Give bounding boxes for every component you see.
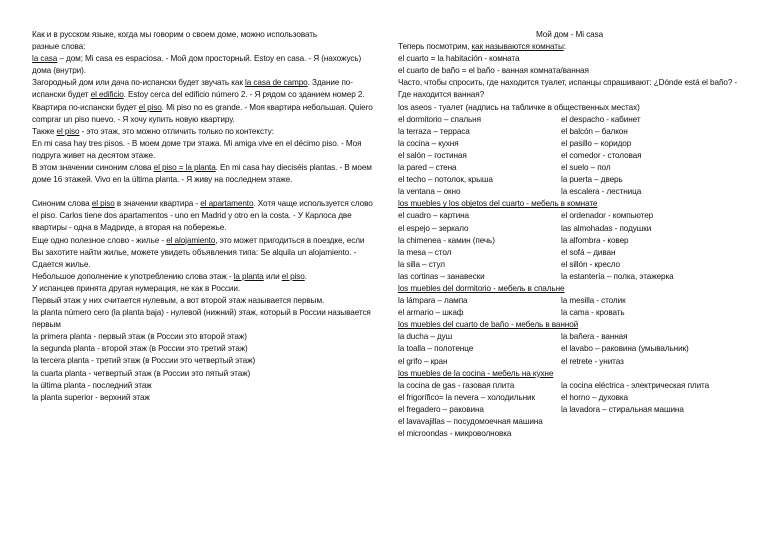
vocab-cell: el dormitorio – спальня	[398, 114, 481, 124]
vocab-cell: la ducha – душ	[398, 332, 453, 342]
alojamiento-paragraph	[32, 235, 377, 271]
vocab-cell: la ventana – окно	[398, 187, 461, 197]
vocab-row	[398, 138, 741, 150]
floor-line: У испанцев принята другая нумерация, не как в России.	[32, 283, 240, 293]
vocab-cell: el salón – гостиная	[398, 150, 467, 160]
vocab-cell: la cama - кровать	[561, 308, 625, 318]
apartamento-paragraph	[32, 198, 377, 234]
floor-line: la tercera planta - третий этаж (в России это четвертый этаж)	[32, 356, 256, 366]
apartamento-text: . Хотя чаще используется слово el piso. Carlos tiene dos apartamentos - uno en Madrid y otro en la costa. - У Карлоса две квартиры - одна в Мадриде, а вторая на побережье.	[32, 199, 373, 233]
section-heading: los muebles y los objetos del cuarto - мебель в комнате	[398, 199, 598, 209]
vocab-cell: el balcón – балкон	[561, 126, 628, 136]
vocab-row	[398, 186, 741, 198]
vocab-row	[398, 235, 741, 247]
addition-text: или	[263, 271, 282, 281]
bathroom-question: Часто, чтобы спросить, где находится туалет, испанцы спрашивают: ¿Dónde está el baño? - Где находится ванная?	[398, 78, 738, 100]
bedroom-furniture-table	[398, 295, 741, 319]
vocab-row	[398, 392, 741, 404]
floor-line: la última planta - последний этаж	[32, 380, 152, 390]
casa-paragraph	[32, 53, 377, 77]
vocab-cell: la mesilla - столик	[561, 296, 626, 306]
vocab-row	[398, 247, 741, 259]
vocab-cell: la lámpara – лампа	[398, 296, 468, 306]
vocab-line: el lavavajillas – посудомоечная машина	[398, 417, 543, 426]
term-piso-floor: el piso	[56, 126, 80, 136]
vocab-row	[398, 331, 741, 343]
page-title: Мой дом - Mi casa	[535, 30, 604, 39]
addition-paragraph	[32, 271, 377, 283]
vocab-row	[398, 223, 741, 235]
vocab-row	[398, 259, 741, 271]
term-casa-de-campo: la casa de campo	[245, 78, 308, 88]
vocab-cell: la mesa – стол	[398, 247, 452, 257]
vocab-cell: el armario – шкаф	[398, 308, 464, 318]
floor-line: la planta número cero (la planta baja) - нулевой (нижний) этаж, который в России называется первым	[32, 308, 371, 330]
vocab-cell: el comedor - столовая	[561, 150, 642, 160]
term-piso-planta: el piso = la planta	[153, 163, 216, 173]
addition-text: .	[304, 271, 307, 281]
piso-floor-paragraph	[32, 126, 377, 138]
vocab-cell: el lavabo – раковина (умывальник)	[561, 344, 689, 354]
vocab-row	[398, 271, 741, 283]
term-apartamento: el apartamento	[200, 199, 254, 209]
apartamento-text: в значении квартира -	[114, 199, 201, 209]
vocab-row	[398, 343, 741, 355]
pisos-example: En mi casa hay tres pisos. - В моем доме три этажа. Mi amiga vive en el décimo piso. - Моя подруга живет на десятом этаже.	[32, 138, 362, 160]
rooms-intro-text: Теперь посмотрим,	[398, 42, 472, 52]
campo-text: Загородный дом или дача по-испански будет звучать как	[32, 78, 246, 88]
floor-line: la cuarta planta - четвертый этаж (в России это пятый этаж)	[32, 368, 251, 378]
vocab-cell: el grifo – кран	[398, 356, 448, 366]
term-el-piso: el piso	[281, 271, 305, 281]
campo-text: . Здание по-испански будет	[32, 78, 353, 100]
campo-text: . Estoy cerca del edificio número 2. - Я рядом со зданием номер 2.	[123, 90, 365, 100]
vocab-line: el microondas - микроволновка	[398, 429, 512, 439]
planta-paragraph	[32, 162, 377, 186]
term-alojamiento: el alojamiento	[166, 235, 216, 245]
term-la-casa: la casa	[32, 54, 58, 64]
vocab-row	[398, 126, 741, 138]
aseos-line: los aseos - туалет (надпись на табличке в общественных местах)	[398, 102, 640, 112]
bathroom-furniture-table	[398, 331, 741, 367]
vocab-cell: la toalla – полотенце	[398, 344, 474, 354]
vocab-cell: la lavadora – стиральная машина	[561, 404, 684, 414]
piso-floor-text: - это этаж, это можно отличить только по контексту:	[79, 126, 274, 136]
vocab-row	[398, 174, 741, 186]
vocab-cell: el pasillo – коридор	[561, 138, 632, 148]
alojamiento-text: Еще одно полезное слово - жилье -	[32, 235, 167, 245]
rooms-table	[398, 114, 741, 199]
vocab-cell: el retrete - унитаз	[561, 356, 624, 366]
piso-paragraph	[32, 102, 377, 126]
spacer	[32, 186, 377, 198]
vocab-row	[398, 114, 741, 126]
section-heading: los muebles de la cocina - мебель на кухне	[398, 368, 554, 378]
vocab-cell: el despacho - кабинет	[561, 114, 641, 124]
vocab-cell: la pared – стена	[398, 163, 457, 173]
vocab-cell: la estantería – полка, этажерка	[561, 271, 674, 281]
piso-text: . Mi piso no es grande. - Моя квартира небольшая. Quiero comprar un piso nuevo. - Я хочу купить новую квартиру.	[32, 102, 373, 124]
vocab-cell: el techo – потолок, крыша	[398, 175, 493, 185]
vocab-cell: el frigorífico= la nevera – холодильник	[398, 392, 535, 402]
kitchen-furniture-table	[398, 380, 741, 416]
intro-paragraph	[32, 29, 377, 53]
right-column	[398, 29, 741, 440]
piso-floor-text: Также	[32, 126, 57, 136]
planta-text: В этом значении синоним слова	[32, 163, 154, 173]
vocab-row	[398, 162, 741, 174]
vocab-row	[398, 404, 741, 416]
alojamiento-text: , это может пригодиться в поездке, если Вы захотите найти жилье, можете увидеть объявления типа: Se alquila un alojamiento. - Сдается жилье.	[32, 235, 365, 269]
intro-line: разные слова:	[32, 42, 86, 52]
campo-paragraph	[32, 77, 377, 101]
floor-numbering-list	[32, 283, 377, 404]
vocab-cell: el cuadro – картина	[398, 211, 469, 221]
floor-line: la segunda planta - второй этаж (в России это третий этаж)	[32, 344, 248, 354]
term-planta: la planta	[233, 271, 264, 281]
floor-line: la planta superior - верхний этаж	[32, 392, 150, 402]
section-heading: los muebles del cuarto de baño - мебель в ванной	[398, 320, 579, 330]
left-column	[32, 29, 377, 404]
vocab-cell: las cortinas – занавески	[398, 271, 485, 281]
term-piso: el piso	[138, 102, 162, 112]
vocab-cell: la puerta – дверь	[561, 175, 623, 185]
vocab-cell: el suelo – пол	[561, 163, 611, 173]
vocab-line: el cuarto = la habitación - комната	[398, 54, 520, 64]
vocab-row	[398, 307, 741, 319]
vocab-cell: la alfombra - ковер	[561, 235, 629, 245]
vocab-row	[398, 295, 741, 307]
vocab-cell: el horno – духовка	[561, 392, 628, 402]
vocab-cell: la cocina eléctrica - электрическая плита	[561, 380, 710, 390]
general-furniture-table	[398, 210, 741, 283]
floor-line: la primera planta - первый этаж (в России это второй этаж)	[32, 332, 247, 342]
section-heading: los muebles del dormitorio - мебель в спальне	[398, 283, 565, 293]
vocab-cell: el espejo – зеркало	[398, 223, 469, 233]
vocab-cell: la cocina de gas - газовая плита	[398, 380, 515, 390]
vocab-cell: la silla – стул	[398, 259, 445, 269]
vocab-cell: el fregadero – раковина	[398, 404, 484, 414]
vocab-cell: el ordenador - компьютер	[561, 211, 654, 221]
apartamento-text: Синоним слова	[32, 199, 92, 209]
vocab-row	[398, 150, 741, 162]
vocab-row	[398, 210, 741, 222]
term-edificio: el edificio	[90, 90, 124, 100]
rooms-intro-text: :	[563, 42, 566, 52]
vocab-cell: la chimenea - камин (печь)	[398, 235, 495, 245]
rooms-intro-link: как называются комнаты	[471, 42, 564, 52]
intro-line: Как и в русском языке, когда мы говорим о своем доме, можно использовать	[32, 30, 318, 39]
planta-text: . En mi casa hay dieciséis plantas. - В моем доме 16 этажей. Vivo en la última planta. - Я живу на последнем этаже.	[32, 163, 372, 185]
floor-line: Первый этаж у них считается нулевым, а вот второй этаж называется первым.	[32, 295, 325, 305]
addition-text: Небольшое дополнение к употреблению слова этаж -	[32, 271, 234, 281]
vocab-cell: la cocina – кухня	[398, 138, 459, 148]
vocab-cell: las almohadas - подушки	[561, 223, 652, 233]
vocab-cell: el sillón - кресло	[561, 259, 620, 269]
vocab-cell: el sofá – диван	[561, 247, 616, 257]
vocab-cell: la bañera - ванная	[561, 332, 628, 342]
vocab-row	[398, 380, 741, 392]
vocab-row	[398, 356, 741, 368]
vocab-cell: la escalera - лестница	[561, 187, 642, 197]
vocab-line: el cuarto de baño = el baño - ванная комната/ванная	[398, 66, 589, 76]
casa-text: – дом; Mi casa es espaciosa. - Мой дом просторный. Estoy en casa. - Я (нахожусь) дома (внутри).	[32, 54, 362, 76]
piso-text: Квартира по-испански будет	[32, 102, 139, 112]
rooms-intro	[398, 41, 741, 53]
term-piso-2: el piso	[91, 199, 115, 209]
vocab-cell: la terraza – терраса	[398, 126, 470, 136]
